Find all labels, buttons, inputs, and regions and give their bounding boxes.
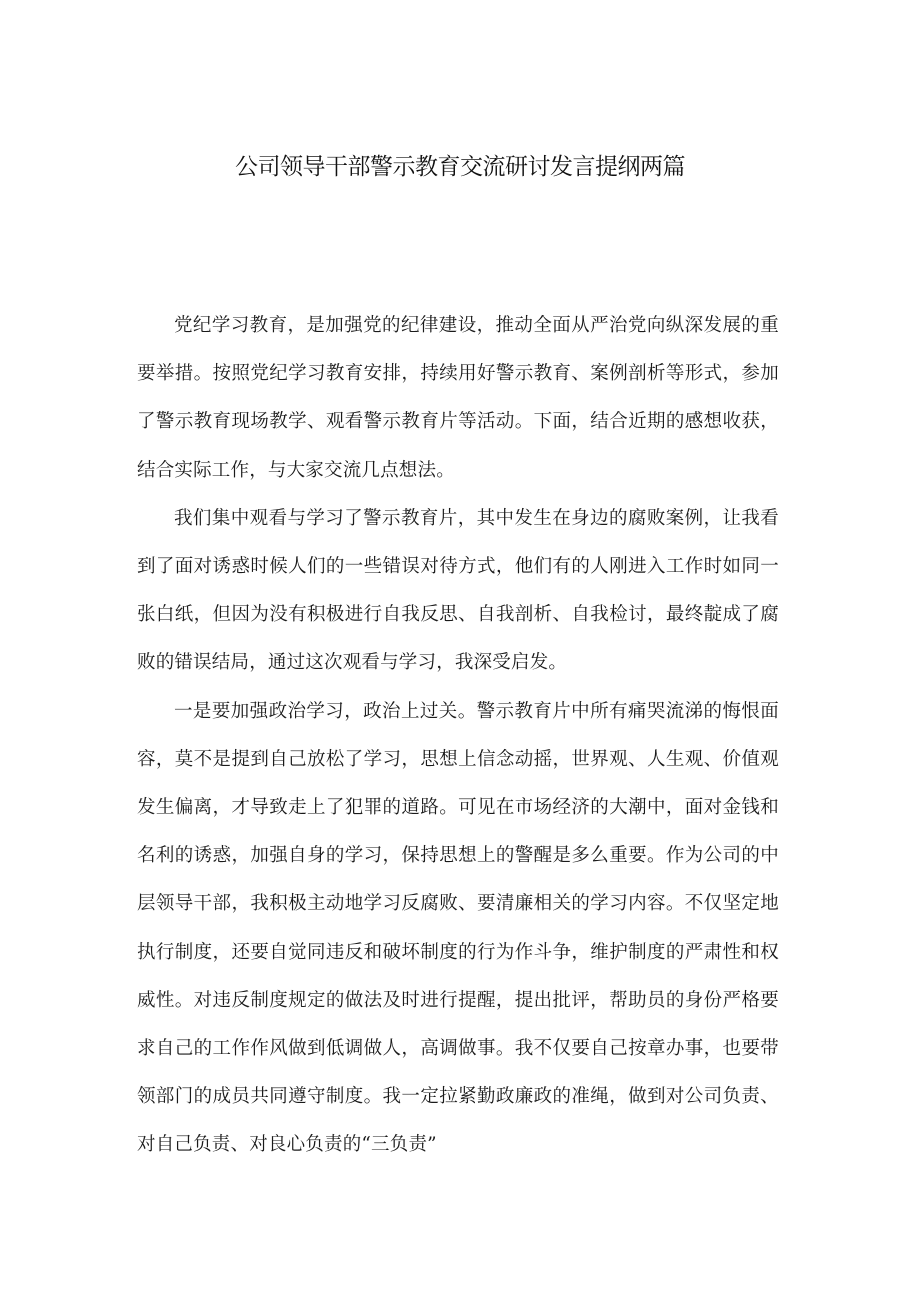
paragraph-viewing: 我们集中观看与学习了警示教育片，其中发生在身边的腐败案例，让我看到了面对诱惑时候人们的一些错误对待方式，他们有的人刚进入工作时如同一张白纸，但因为没有积极进行自我反思、自我剖析、自我检讨，最终靛成了腐败的错误结局，通过这次观看与学习，我深受启发。 [137, 507, 779, 674]
paragraph-intro: 党纪学习教育，是加强党的纪律建设，推动全面从严治党向纵深发展的重要举措。按照党纪学习教育安排，持续用好警示教育、案例剖析等形式，参加了警示教育现场教学、观看警示教育片等活动。下面，结合近期的感想收获，结合实际工作，与大家交流几点想法。 [137, 315, 779, 481]
paragraph-political-study: 一是要加强政治学习，政治上过关。警示教育片中所有痛哭流涕的悔恨面容，莫不是提到自己放松了学习，思想上信念动摇，世界观、人生观、价值观发生偏离，才导致走上了犯罪的道路。可见在市场经济的大潮中，面对金钱和名利的诱惑，加强自身的学习，保持思想上的警醒是多么重要。作为公司的中层领导干部，我积极主动地学习反腐败、要清廉相关的学习内容。不仅坚定地执行制度，还要自觉同违反和破坏制度的行为作斗争，维护制度的严肃性和权威性。对违反制度规定的做法及时进行提醒，提出批评，帮助员的身份严格要求自己的工作作风做到低调做人，高调做事。我不仅要自己按章办事，也要带领部门的成员共同遵守制度。我一定拉紧勤政廉政的准绳，做到对公司负责、对自己负责、对良心负责的“三负责” [137, 700, 779, 1156]
document-body [137, 302, 779, 1170]
document-title: 公司领导干部警示教育交流研讨发言提纲两篇 [235, 154, 685, 180]
